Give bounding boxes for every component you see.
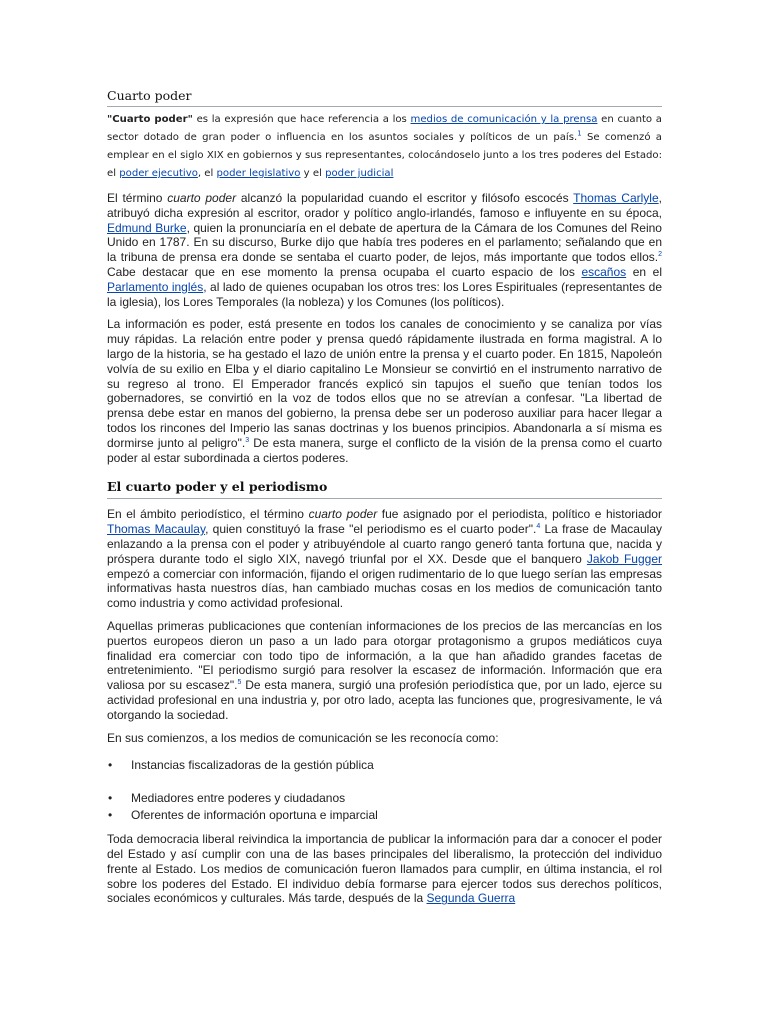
link-poder-ejecutivo[interactable]: poder ejecutivo — [119, 168, 198, 179]
intro-paragraph: "Cuarto poder" es la expresión que hace referencia a los medios de comunicación y la prensa en cuanto a sector dotado de gran poder o influencia en los asuntos sociales y políticos de un país.$^1$ Se comenzó a emplear en el siglo XIX en gobiernos y sus representantes, colocándoselo junto a los tres poderes del Estado: el poder ejecutivo, el poder legislativo y el poder judicial — [107, 114, 662, 179]
paragraph-democracia-liberal: Toda democracia liberal reivindica la importancia de publicar la información para dar a conocer el poder del Estado y así cumplir con una de las bases principales del liberalismo, la protección del individuo frente al Estado. Los medios de comunicación fueron llamados para cumplir, en última instancia, el rol sobre los poderes del Estado. El individuo debía formarse para ejercer todos sus derechos políticos, sociales económicos y culturales. Más tarde, después de la Segunda Guerra — [107, 832, 662, 906]
list-item: • Mediadores entre poderes y ciudadanos — [107, 790, 662, 807]
reference-5[interactable]: 5 — [237, 679, 242, 687]
reference-1[interactable]: 1 — [577, 129, 582, 138]
link-thomas-macaulay[interactable]: Thomas Macaulay — [107, 522, 206, 537]
link-parlamento-ingles[interactable]: Parlamento inglés — [107, 279, 204, 294]
roles-list — [107, 757, 662, 824]
section-heading-cuarto-poder: Cuarto poder — [107, 88, 662, 107]
paragraph-en-sus-comienzos: En sus comienzos, a los medios de comunicación se les reconocía como: — [107, 730, 499, 745]
link-medios-de-comunicacion[interactable]: medios de comunicación y la prensa — [410, 114, 598, 125]
paragraph-macaulay: En el ámbito periodístico, el término cuarto poder fue asignado por el periodista, político e historiador Thomas Macaulay, quien constituyó la frase "el periodismo es el cuarto poder".$^4$ La frase de Macaulay enlazando a la prensa con el poder y atribuyéndole al cuarto rango generó tanta fortuna que, nacida y próspera durante todo el siglo XIX, navegó triunfal por el XX. Desde que el banquero Jakob Fugger empezó a comerciar con información, fijando el origen rudimentario de lo que luego serían las empresas informativas hasta nuestros días, han cambiado muchas cosas en los medios de comunicación tanto como industria y como actividad profesional. — [107, 507, 662, 611]
article-content — [107, 88, 662, 914]
paragraph-carlyle-burke: El término cuarto poder alcanzó la popularidad cuando el escritor y filósofo escocés Thomas Carlyle, atribuyó dicha expresión al escritor, orador y político anglo-irlandés, famoso e influyente en su época, Edmund Burke, quien la pronunciaría en el debate de apertura de la Cámara de los Comunes del Reino Unido en 1787. En su discurso, Burke dijo que había tres poderes en el parlamento; señalando que en la tribuna de prensa era donde se sentaba el cuarto poder, de lejos, más importante que todos ellos.$^2$ Cabe destacar que en ese momento la prensa ocupaba el cuarto espacio de los escaños en el Parlamento inglés, al lado de quienes ocupaban los otros tres: los Lores Espirituales (representantes de la iglesia), los Lores Temporales (la nobleza) y los Comunes (los políticos). — [107, 191, 662, 309]
list-item: • Oferentes de información oportuna e imparcial — [107, 807, 662, 824]
term-bold: "Cuarto poder" — [107, 114, 193, 125]
reference-2[interactable]: 2 — [658, 251, 662, 259]
link-escanos[interactable]: escaños — [581, 264, 627, 279]
reference-4[interactable]: 4 — [536, 523, 541, 531]
paragraph-informacion-es-poder: La información es poder, está presente en todos los canales de conocimiento y se canaliza por vías muy rápidas. La relación entre poder y prensa quedó rápidamente ilustrada en forma magistral. A lo largo de la historia, se ha gestado el lazo de unión entre la prensa y el cuarto poder. En 1815, Napoleón volvía de su exilio en Elba y el diario capitalino Le Monsieur se convirtió en el instrumento narrativo de su regreso al trono. El Emperador francés explicó sin tapujos el sueño que tenían todos los gobernadores, se convirtió en la voz de todos ellos que no se atrevían a confesar. "La libertad de prensa debe estar en manos del gobierno, la prensa debe ser un poderoso auxiliar para hacer llegar a todos los rincones del Imperio las sanas doctrinas y los buenos principios. Abandonarla a sí misma es dormirse junto al peligro".$^3$ De esta manera, surge el conflicto de la visión de la prensa como el cuarto poder al estar subordinada a ciertos poderes. — [107, 317, 663, 465]
link-poder-judicial[interactable]: poder judicial — [325, 168, 394, 179]
reference-3[interactable]: 3 — [245, 436, 250, 444]
link-thomas-carlyle[interactable]: Thomas Carlyle — [573, 191, 659, 205]
link-jakob-fugger[interactable]: Jakob Fugger — [586, 551, 662, 566]
list-item: • Instancias fiscalizadoras de la gestión pública — [107, 757, 662, 774]
link-segunda-guerra[interactable]: Segunda Guerra — [426, 891, 516, 906]
link-poder-legislativo[interactable]: poder legislativo — [216, 168, 301, 179]
section-heading-periodismo: El cuarto poder y el periodismo — [107, 479, 662, 499]
link-edmund-burke[interactable]: Edmund Burke — [107, 220, 187, 235]
paragraph-primeras-publicaciones: Aquellas primeras publicaciones que contenían informaciones de los precios de las mercancías en los puertos europeos dieron un paso a un lado para otorgar protagonismo a grupos mediáticos cuya finalidad era comerciar con todo tipo de información, a la que han añadido grandes facetas de entretenimiento. "El periodismo surgió para resolver la escasez de información. Información que era valiosa por su escasez".$^5$ De esta manera, surgió una profesión periodística que, por un lado, ejerce su actividad profesional en una industria y, por otro lado, acepta las funciones que, progresivamente, le vá otorgando la sociedad. — [107, 618, 662, 722]
